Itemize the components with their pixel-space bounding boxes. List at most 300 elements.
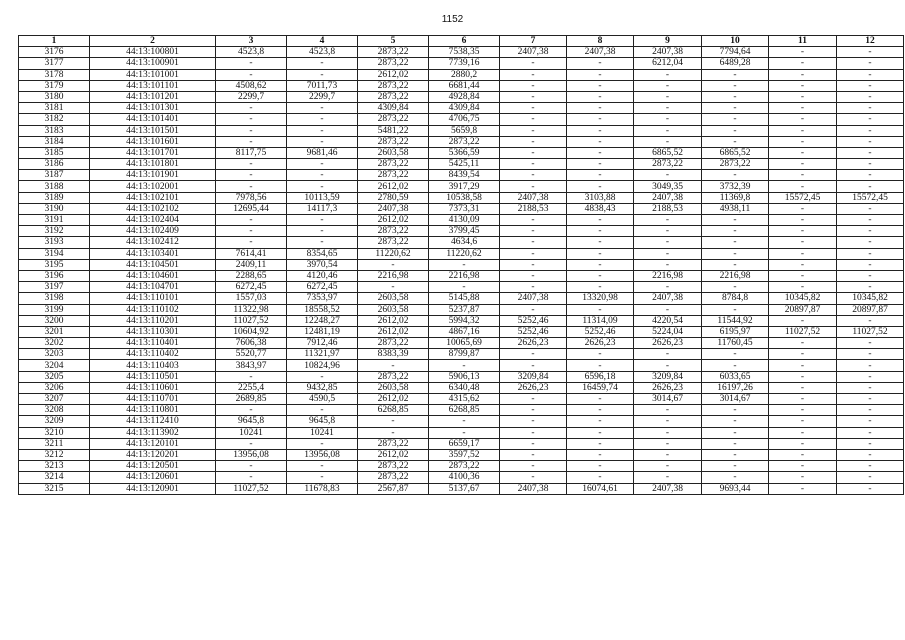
table-cell: 20897,87 xyxy=(769,304,837,315)
column-header: 8 xyxy=(567,36,634,47)
table-cell: 13320,98 xyxy=(567,293,634,304)
table-cell: 2612,02 xyxy=(358,326,429,337)
table-row xyxy=(19,248,904,259)
table-cell: - xyxy=(567,80,634,91)
table-cell: 2873,22 xyxy=(358,159,429,170)
table-cell: - xyxy=(634,438,702,449)
table-cell: 44:13:120901 xyxy=(90,483,216,494)
table-cell: - xyxy=(837,270,904,281)
table-cell: 18558,52 xyxy=(287,304,358,315)
table-cell: 44:13:110401 xyxy=(90,338,216,349)
table-row xyxy=(19,472,904,483)
table-cell: 2603,58 xyxy=(358,382,429,393)
table-cell: - xyxy=(837,147,904,158)
table-cell: 2612,02 xyxy=(358,69,429,80)
table-cell: 2873,22 xyxy=(634,159,702,170)
table-cell: - xyxy=(837,125,904,136)
table-cell: 44:13:101301 xyxy=(90,103,216,114)
table-cell: - xyxy=(702,125,769,136)
table-cell: 13956,08 xyxy=(216,449,287,460)
table-cell: - xyxy=(567,360,634,371)
table-body xyxy=(19,47,904,495)
table-cell: - xyxy=(702,416,769,427)
table-cell: 5659,8 xyxy=(429,125,500,136)
table-cell: - xyxy=(358,416,429,427)
table-cell: 44:13:120101 xyxy=(90,438,216,449)
table-cell: 44:13:101201 xyxy=(90,91,216,102)
table-cell: 6272,45 xyxy=(287,282,358,293)
table-cell: 11027,52 xyxy=(769,326,837,337)
table-cell: - xyxy=(769,248,837,259)
table-cell: - xyxy=(567,427,634,438)
table-cell: - xyxy=(634,248,702,259)
table-cell: - xyxy=(500,461,567,472)
column-header: 11 xyxy=(769,36,837,47)
table-cell: - xyxy=(769,147,837,158)
column-header: 7 xyxy=(500,36,567,47)
table-cell: 6272,45 xyxy=(216,282,287,293)
table-row xyxy=(19,382,904,393)
table-cell: - xyxy=(500,304,567,315)
table-cell: 3200 xyxy=(19,315,90,326)
table-cell: - xyxy=(769,427,837,438)
table-cell: 44:13:120201 xyxy=(90,449,216,460)
table-row xyxy=(19,483,904,494)
table-cell: 3179 xyxy=(19,80,90,91)
table-cell: - xyxy=(500,270,567,281)
table-cell: 44:13:102101 xyxy=(90,192,216,203)
table-cell: 2407,38 xyxy=(500,483,567,494)
table-cell: 2407,38 xyxy=(634,293,702,304)
column-header: 4 xyxy=(287,36,358,47)
table-cell: 7011,73 xyxy=(287,80,358,91)
table-cell: - xyxy=(216,58,287,69)
table-cell: 3843,97 xyxy=(216,360,287,371)
table-row xyxy=(19,293,904,304)
table-row xyxy=(19,203,904,214)
table-cell: 1557,03 xyxy=(216,293,287,304)
table-cell: 2780,59 xyxy=(358,192,429,203)
table-cell: 4706,75 xyxy=(429,114,500,125)
table-cell: 4220,54 xyxy=(634,315,702,326)
table-cell: - xyxy=(500,215,567,226)
table-cell: 3196 xyxy=(19,270,90,281)
table-cell: - xyxy=(216,405,287,416)
table-cell: 6659,17 xyxy=(429,438,500,449)
table-cell: 3209 xyxy=(19,416,90,427)
table-cell: - xyxy=(769,382,837,393)
table-cell: - xyxy=(769,181,837,192)
table-cell: - xyxy=(500,181,567,192)
table-cell: 44:13:100801 xyxy=(90,47,216,58)
table-cell: - xyxy=(702,103,769,114)
table-cell: - xyxy=(769,114,837,125)
table-cell: - xyxy=(567,461,634,472)
table-cell: - xyxy=(634,449,702,460)
table-row xyxy=(19,282,904,293)
table-cell: 7978,56 xyxy=(216,192,287,203)
table-cell: - xyxy=(837,282,904,293)
table-cell: - xyxy=(500,472,567,483)
table-cell: 3208 xyxy=(19,405,90,416)
table-cell: - xyxy=(702,226,769,237)
table-cell: 6268,85 xyxy=(358,405,429,416)
table-cell: - xyxy=(634,103,702,114)
table-row xyxy=(19,237,904,248)
table-cell: - xyxy=(287,170,358,181)
table-cell: 4508,62 xyxy=(216,80,287,91)
table-cell: 8383,39 xyxy=(358,349,429,360)
table-cell: 3184 xyxy=(19,136,90,147)
table-row xyxy=(19,405,904,416)
table-cell: - xyxy=(216,159,287,170)
table-cell: - xyxy=(500,237,567,248)
table-cell: - xyxy=(769,405,837,416)
table-cell: - xyxy=(216,136,287,147)
table-cell: - xyxy=(837,159,904,170)
table-cell: 11760,45 xyxy=(702,338,769,349)
table-cell: - xyxy=(567,282,634,293)
table-cell: - xyxy=(500,69,567,80)
table-cell: 2612,02 xyxy=(358,181,429,192)
table-cell: 3209,84 xyxy=(634,371,702,382)
table-cell: - xyxy=(769,170,837,181)
table-cell: 4309,84 xyxy=(358,103,429,114)
table-cell: - xyxy=(500,103,567,114)
table-cell: 44:13:110402 xyxy=(90,349,216,360)
table-cell: - xyxy=(567,405,634,416)
table-cell: - xyxy=(358,360,429,371)
table-cell: 3203 xyxy=(19,349,90,360)
table-cell: - xyxy=(769,270,837,281)
table-cell: 44:13:110403 xyxy=(90,360,216,371)
table-row xyxy=(19,270,904,281)
table-cell: - xyxy=(769,394,837,405)
table-row xyxy=(19,315,904,326)
table-cell: 2299,7 xyxy=(216,91,287,102)
table-cell: 12695,44 xyxy=(216,203,287,214)
table-cell: 3209,84 xyxy=(500,371,567,382)
table-cell: - xyxy=(837,371,904,382)
table-cell: - xyxy=(429,360,500,371)
table-cell: - xyxy=(837,349,904,360)
table-cell: 44:13:104701 xyxy=(90,282,216,293)
table-cell: 2216,98 xyxy=(634,270,702,281)
table-cell: - xyxy=(702,237,769,248)
table-cell: 11678,83 xyxy=(287,483,358,494)
table-cell: 9681,46 xyxy=(287,147,358,158)
table-cell: - xyxy=(837,449,904,460)
table-cell: 3187 xyxy=(19,170,90,181)
table-cell: - xyxy=(769,69,837,80)
table-cell: - xyxy=(769,159,837,170)
table-cell: 3202 xyxy=(19,338,90,349)
table-cell: - xyxy=(769,449,837,460)
header-row xyxy=(19,36,904,47)
table-cell: 16074,61 xyxy=(567,483,634,494)
table-cell: - xyxy=(837,203,904,214)
table-cell: 44:13:113902 xyxy=(90,427,216,438)
table-cell: - xyxy=(837,47,904,58)
table-cell: 44:13:101401 xyxy=(90,114,216,125)
table-cell: 2407,38 xyxy=(358,203,429,214)
table-cell: - xyxy=(702,304,769,315)
table-cell: 3204 xyxy=(19,360,90,371)
table-cell: 5520,77 xyxy=(216,349,287,360)
table-cell: 2612,02 xyxy=(358,449,429,460)
table-cell: 3014,67 xyxy=(634,394,702,405)
table-cell: 7614,41 xyxy=(216,248,287,259)
table-cell: - xyxy=(634,136,702,147)
table-cell: 3206 xyxy=(19,382,90,393)
table-cell: 44:13:110102 xyxy=(90,304,216,315)
table-cell: - xyxy=(634,114,702,125)
table-cell: - xyxy=(837,215,904,226)
table-cell: - xyxy=(567,438,634,449)
table-cell: - xyxy=(769,259,837,270)
table-cell: - xyxy=(769,80,837,91)
table-cell: 5252,46 xyxy=(500,326,567,337)
table-cell: - xyxy=(216,215,287,226)
table-cell: 3188 xyxy=(19,181,90,192)
table-cell: 3197 xyxy=(19,282,90,293)
table-cell: - xyxy=(837,382,904,393)
table-cell: 4590,5 xyxy=(287,394,358,405)
table-cell: 2603,58 xyxy=(358,147,429,158)
table-cell: 4938,11 xyxy=(702,203,769,214)
table-row xyxy=(19,80,904,91)
table-cell: - xyxy=(769,215,837,226)
table-cell: - xyxy=(358,282,429,293)
table-cell: 3210 xyxy=(19,427,90,438)
table-cell: - xyxy=(837,91,904,102)
column-header: 12 xyxy=(837,36,904,47)
table-row xyxy=(19,371,904,382)
table-cell: - xyxy=(567,147,634,158)
column-header: 9 xyxy=(634,36,702,47)
table-cell: - xyxy=(500,349,567,360)
table-cell: 11027,52 xyxy=(837,326,904,337)
table-cell: 2626,23 xyxy=(500,338,567,349)
table-cell: 3201 xyxy=(19,326,90,337)
table-row xyxy=(19,47,904,58)
table-cell: 3178 xyxy=(19,69,90,80)
table-cell: - xyxy=(837,181,904,192)
table-cell: 10538,58 xyxy=(429,192,500,203)
table-cell: 5137,67 xyxy=(429,483,500,494)
table-cell: 8799,87 xyxy=(429,349,500,360)
table-row xyxy=(19,192,904,203)
table-cell: - xyxy=(500,248,567,259)
table-row xyxy=(19,147,904,158)
table-cell: - xyxy=(837,438,904,449)
table-cell: - xyxy=(702,259,769,270)
table-cell: 3182 xyxy=(19,114,90,125)
table-cell: 3176 xyxy=(19,47,90,58)
table-cell: - xyxy=(837,338,904,349)
table-cell: - xyxy=(429,259,500,270)
table-cell: 3189 xyxy=(19,192,90,203)
table-cell: 2873,22 xyxy=(358,438,429,449)
table-cell: 9693,44 xyxy=(702,483,769,494)
table-cell: - xyxy=(287,215,358,226)
table-cell: - xyxy=(567,215,634,226)
table-cell: - xyxy=(287,405,358,416)
table-cell: 2188,53 xyxy=(500,203,567,214)
table-cell: - xyxy=(837,114,904,125)
table-cell: - xyxy=(287,136,358,147)
table-cell: 15572,45 xyxy=(769,192,837,203)
table-cell: - xyxy=(500,170,567,181)
table-cell: 2216,98 xyxy=(702,270,769,281)
table-cell: - xyxy=(567,159,634,170)
table-cell: - xyxy=(634,170,702,181)
table-cell: 2603,58 xyxy=(358,304,429,315)
table-cell: 3917,29 xyxy=(429,181,500,192)
table-row xyxy=(19,58,904,69)
table-cell: - xyxy=(287,472,358,483)
table-cell: 4120,46 xyxy=(287,270,358,281)
table-cell: - xyxy=(769,438,837,449)
table-cell: 4130,09 xyxy=(429,215,500,226)
table-cell: 44:13:101701 xyxy=(90,147,216,158)
table-cell: - xyxy=(837,315,904,326)
table-cell: - xyxy=(567,248,634,259)
table-cell: 3186 xyxy=(19,159,90,170)
table-cell: - xyxy=(500,282,567,293)
table-cell: - xyxy=(500,360,567,371)
table-cell: 2216,98 xyxy=(429,270,500,281)
table-cell: 10604,92 xyxy=(216,326,287,337)
table-cell: 44:13:110801 xyxy=(90,405,216,416)
table-row xyxy=(19,449,904,460)
table-cell: 44:13:110601 xyxy=(90,382,216,393)
table-cell: - xyxy=(702,91,769,102)
table-cell: - xyxy=(837,248,904,259)
table-cell: 11369,8 xyxy=(702,192,769,203)
table-cell: 2873,22 xyxy=(358,461,429,472)
table-cell: - xyxy=(634,304,702,315)
table-cell: 3799,45 xyxy=(429,226,500,237)
table-cell: 5994,32 xyxy=(429,315,500,326)
table-cell: 2407,38 xyxy=(500,192,567,203)
table-cell: - xyxy=(837,472,904,483)
table-cell: 11220,62 xyxy=(358,248,429,259)
table-cell: - xyxy=(769,237,837,248)
table-cell: 12481,19 xyxy=(287,326,358,337)
table-cell: - xyxy=(500,259,567,270)
table-cell: 4634,6 xyxy=(429,237,500,248)
table-cell: - xyxy=(567,394,634,405)
table-row xyxy=(19,91,904,102)
table-cell: - xyxy=(500,405,567,416)
table-cell: 11220,62 xyxy=(429,248,500,259)
table-cell: - xyxy=(702,215,769,226)
table-cell: - xyxy=(500,394,567,405)
table-cell: - xyxy=(500,147,567,158)
table-cell: - xyxy=(769,315,837,326)
table-cell: 9645,8 xyxy=(216,416,287,427)
column-header: 10 xyxy=(702,36,769,47)
table-cell: 6268,85 xyxy=(429,405,500,416)
table-cell: - xyxy=(837,226,904,237)
table-cell: 5481,22 xyxy=(358,125,429,136)
table-cell: - xyxy=(769,461,837,472)
column-header: 3 xyxy=(216,36,287,47)
table-cell: - xyxy=(634,125,702,136)
table-cell: 44:13:101601 xyxy=(90,136,216,147)
table-cell: - xyxy=(769,125,837,136)
table-cell: - xyxy=(567,472,634,483)
table-cell: 3193 xyxy=(19,237,90,248)
table-row xyxy=(19,259,904,270)
table-cell: - xyxy=(702,438,769,449)
table-cell: 7606,38 xyxy=(216,338,287,349)
table-cell: 44:13:101501 xyxy=(90,125,216,136)
table-cell: - xyxy=(837,483,904,494)
table-cell: - xyxy=(287,226,358,237)
table-cell: - xyxy=(837,237,904,248)
table-cell: - xyxy=(634,69,702,80)
table-cell: 2612,02 xyxy=(358,215,429,226)
table-cell: - xyxy=(702,170,769,181)
table-cell: - xyxy=(837,259,904,270)
table-cell: - xyxy=(837,170,904,181)
table-cell: 3192 xyxy=(19,226,90,237)
table-cell: 6489,28 xyxy=(702,58,769,69)
table-cell: 2873,22 xyxy=(358,226,429,237)
table-cell: - xyxy=(769,282,837,293)
table-cell: - xyxy=(837,405,904,416)
table-cell: 3732,39 xyxy=(702,181,769,192)
table-cell: 44:13:104501 xyxy=(90,259,216,270)
table-cell: 44:13:102409 xyxy=(90,226,216,237)
table-cell: 7373,31 xyxy=(429,203,500,214)
table-row xyxy=(19,427,904,438)
table-cell: 2873,22 xyxy=(358,136,429,147)
table-cell: 7912,46 xyxy=(287,338,358,349)
table-cell: 2873,22 xyxy=(358,338,429,349)
table-cell: 2626,23 xyxy=(500,382,567,393)
table-cell: - xyxy=(500,226,567,237)
table-cell: - xyxy=(216,125,287,136)
table-cell: 7739,16 xyxy=(429,58,500,69)
table-cell: 2626,23 xyxy=(634,338,702,349)
table-row xyxy=(19,349,904,360)
table-cell: - xyxy=(634,215,702,226)
table-row xyxy=(19,394,904,405)
table-cell: - xyxy=(287,103,358,114)
table-cell: - xyxy=(287,371,358,382)
table-row xyxy=(19,181,904,192)
table-cell: 4309,84 xyxy=(429,103,500,114)
table-row xyxy=(19,69,904,80)
table-cell: 2873,22 xyxy=(429,461,500,472)
table-cell: - xyxy=(216,170,287,181)
table-cell: 4867,16 xyxy=(429,326,500,337)
table-cell: 3212 xyxy=(19,449,90,460)
table-cell: 11322,98 xyxy=(216,304,287,315)
table-cell: 11027,52 xyxy=(216,483,287,494)
table-cell: 6195,97 xyxy=(702,326,769,337)
page-number: 1152 xyxy=(441,14,464,25)
table-cell: - xyxy=(702,136,769,147)
table-cell: - xyxy=(634,472,702,483)
table-cell: 2407,38 xyxy=(634,192,702,203)
table-cell: 44:13:110501 xyxy=(90,371,216,382)
table-cell: - xyxy=(769,136,837,147)
table-cell: - xyxy=(634,461,702,472)
